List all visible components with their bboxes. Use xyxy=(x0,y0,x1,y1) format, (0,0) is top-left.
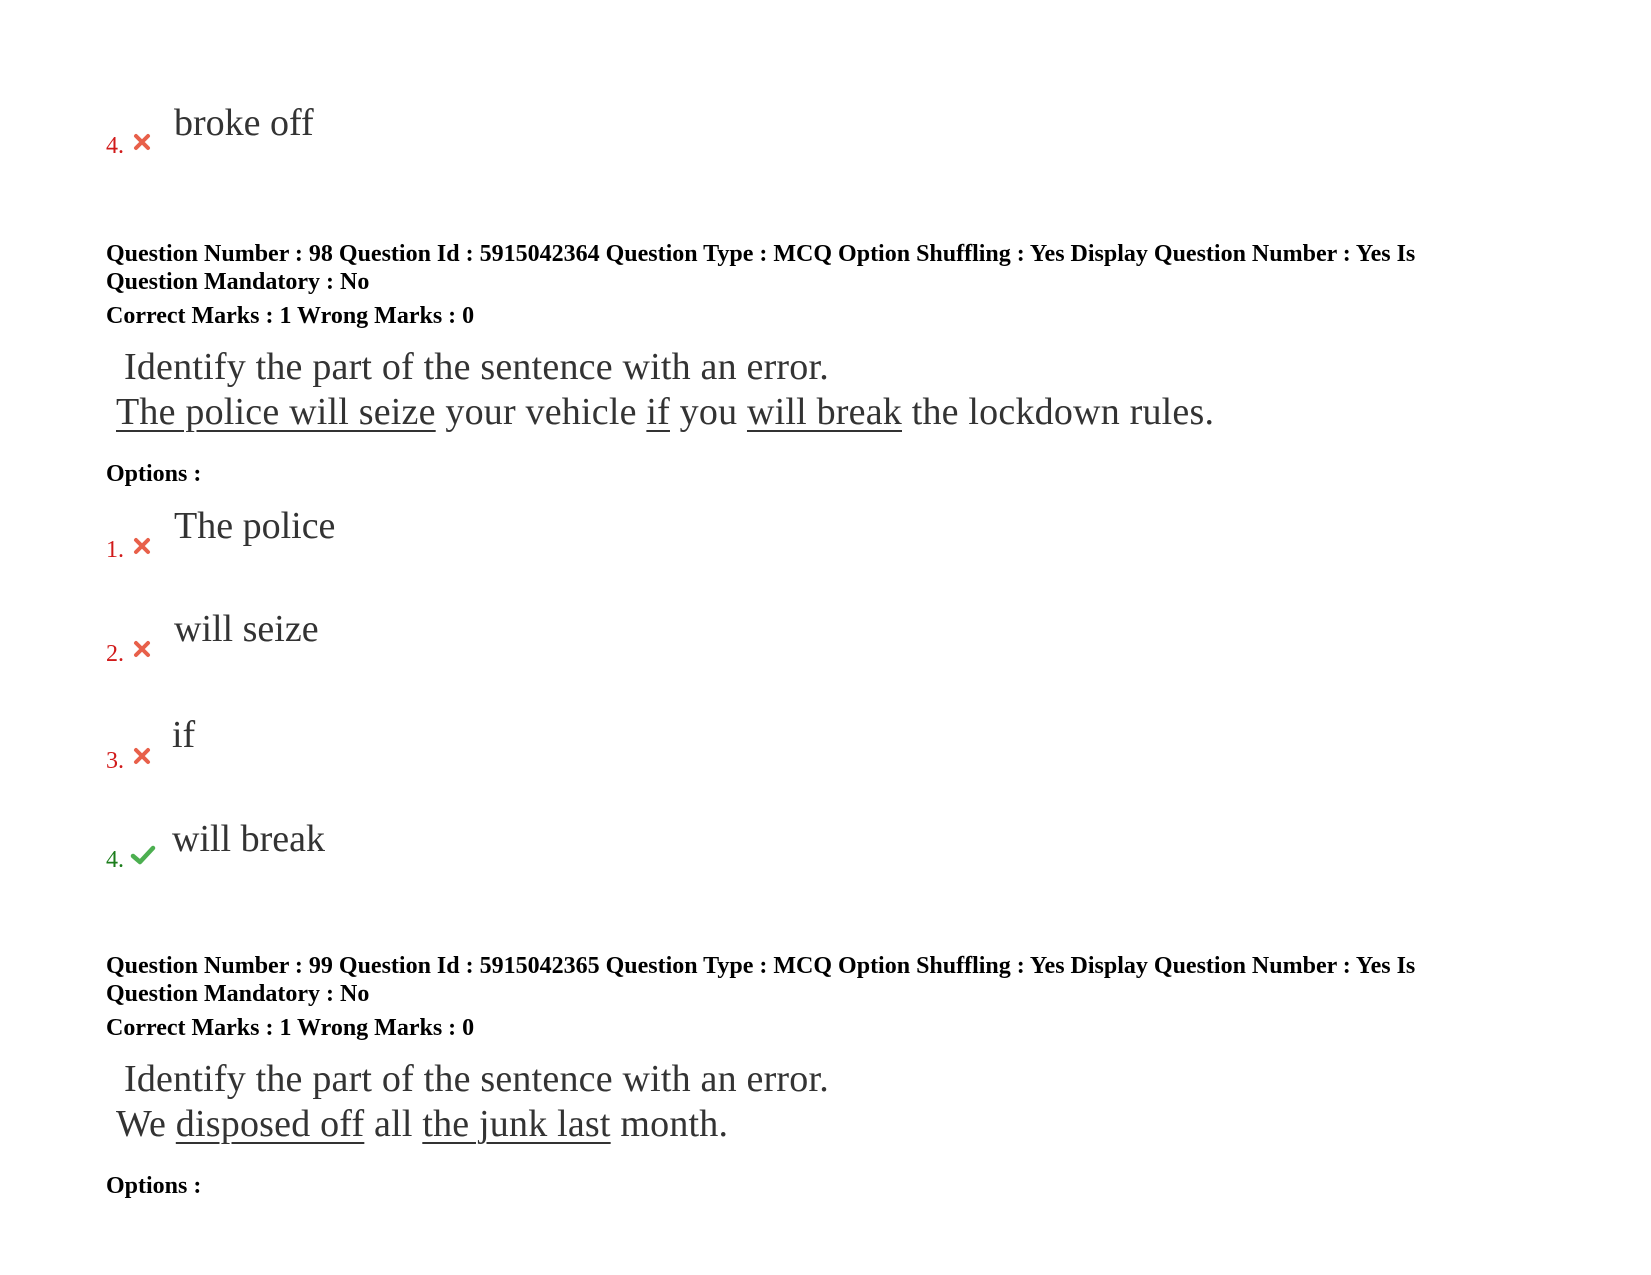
sentence-part: your vehicle xyxy=(435,391,647,433)
option-number: 4. xyxy=(106,847,124,873)
cross-icon xyxy=(132,639,152,659)
question-marks: Correct Marks : 1 Wrong Marks : 0 xyxy=(106,303,475,329)
sentence-part: will break xyxy=(746,391,902,433)
sentence-part: you xyxy=(669,391,747,433)
option-text: if xyxy=(172,714,196,756)
question-marks: Correct Marks : 1 Wrong Marks : 0 xyxy=(106,1015,475,1041)
question-meta-cont: Question Mandatory : No xyxy=(106,269,370,295)
option-text: will break xyxy=(172,818,326,860)
cross-icon xyxy=(132,536,152,556)
options-label: Options : xyxy=(106,461,202,487)
cross-icon xyxy=(132,132,152,152)
question-meta: Question Number : 99 Question Id : 5915042365 Question Type : MCQ Option Shuffling : Yes Display Question Number : Yes Is xyxy=(106,953,1416,979)
sentence-part: if xyxy=(646,391,670,433)
sentence-part: the lockdown rules. xyxy=(902,391,1215,433)
option-number: 4. xyxy=(106,133,124,159)
question-instruction: Identify the part of the sentence with an error. xyxy=(124,346,829,388)
question-sentence xyxy=(116,389,1214,435)
question-meta-cont: Question Mandatory : No xyxy=(106,981,370,1007)
option-text: The police xyxy=(174,505,336,547)
question-sentence xyxy=(116,1101,728,1147)
sentence-part: The police will seize xyxy=(116,391,436,433)
question-meta: Question Number : 98 Question Id : 5915042364 Question Type : MCQ Option Shuffling : Yes Display Question Number : Yes Is xyxy=(106,241,1416,267)
sentence-part: disposed off xyxy=(175,1103,365,1145)
sentence-part: month. xyxy=(610,1103,729,1145)
option-number: 3. xyxy=(106,748,124,774)
check-icon xyxy=(130,844,156,866)
question-instruction: Identify the part of the sentence with an error. xyxy=(124,1058,829,1100)
sentence-part: all xyxy=(364,1103,423,1145)
option-number: 2. xyxy=(106,641,124,667)
sentence-part: We xyxy=(116,1103,176,1145)
sentence-part: the junk last xyxy=(422,1103,611,1145)
option-number: 1. xyxy=(106,537,124,563)
option-text: will seize xyxy=(174,608,319,650)
options-label: Options : xyxy=(106,1173,202,1199)
option-text: broke off xyxy=(174,102,314,144)
cross-icon xyxy=(132,746,152,766)
